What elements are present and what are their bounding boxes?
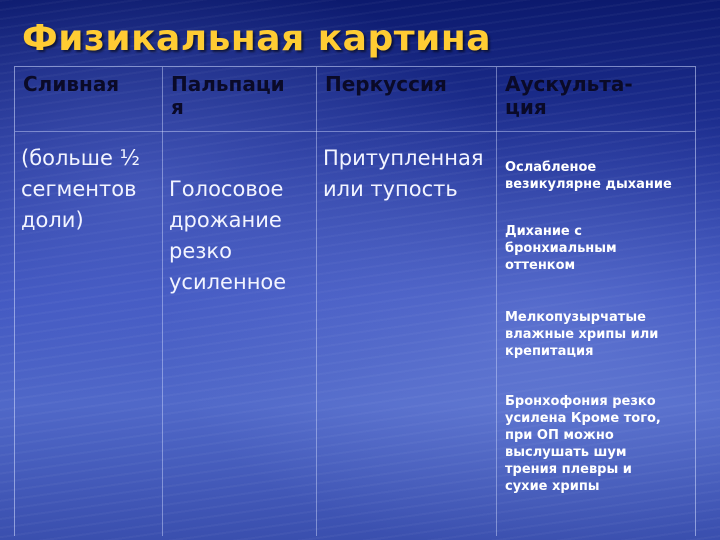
column-palpation bbox=[162, 67, 316, 536]
cell-palpation-finding: Голосовое дрожание резко усиленное bbox=[169, 177, 287, 294]
column-percussion bbox=[316, 67, 496, 536]
header-palpation: Пальпаци я bbox=[171, 72, 285, 119]
cell-auscultation-rales: Мелкопузырчатые влажные хрипы или крепитация bbox=[505, 310, 659, 359]
cell-auscultation-bronchophony: Бронхофония резко усилена Кроме того, при ОП можно выслушать шум трения плевры и сухие хрипы bbox=[505, 394, 661, 494]
cell-percussion-finding: Притупленная или тупость bbox=[323, 146, 484, 201]
cell-type-extent: (больше ½ сегментов доли) bbox=[21, 146, 140, 232]
column-type bbox=[15, 67, 162, 536]
cell-auscultation-bronchial: Дихание с бронхиальным оттенком bbox=[505, 224, 617, 273]
findings-table bbox=[14, 66, 696, 536]
cell-auscultation-breathing: Ослабленое везикулярне дыхание bbox=[505, 160, 672, 192]
header-type: Сливная bbox=[23, 72, 120, 96]
header-percussion: Перкуссия bbox=[325, 72, 447, 96]
column-auscultation bbox=[496, 67, 695, 536]
slide-title: Физикальная картина bbox=[22, 18, 491, 59]
header-auscultation: Аускульта- ция bbox=[505, 72, 633, 119]
